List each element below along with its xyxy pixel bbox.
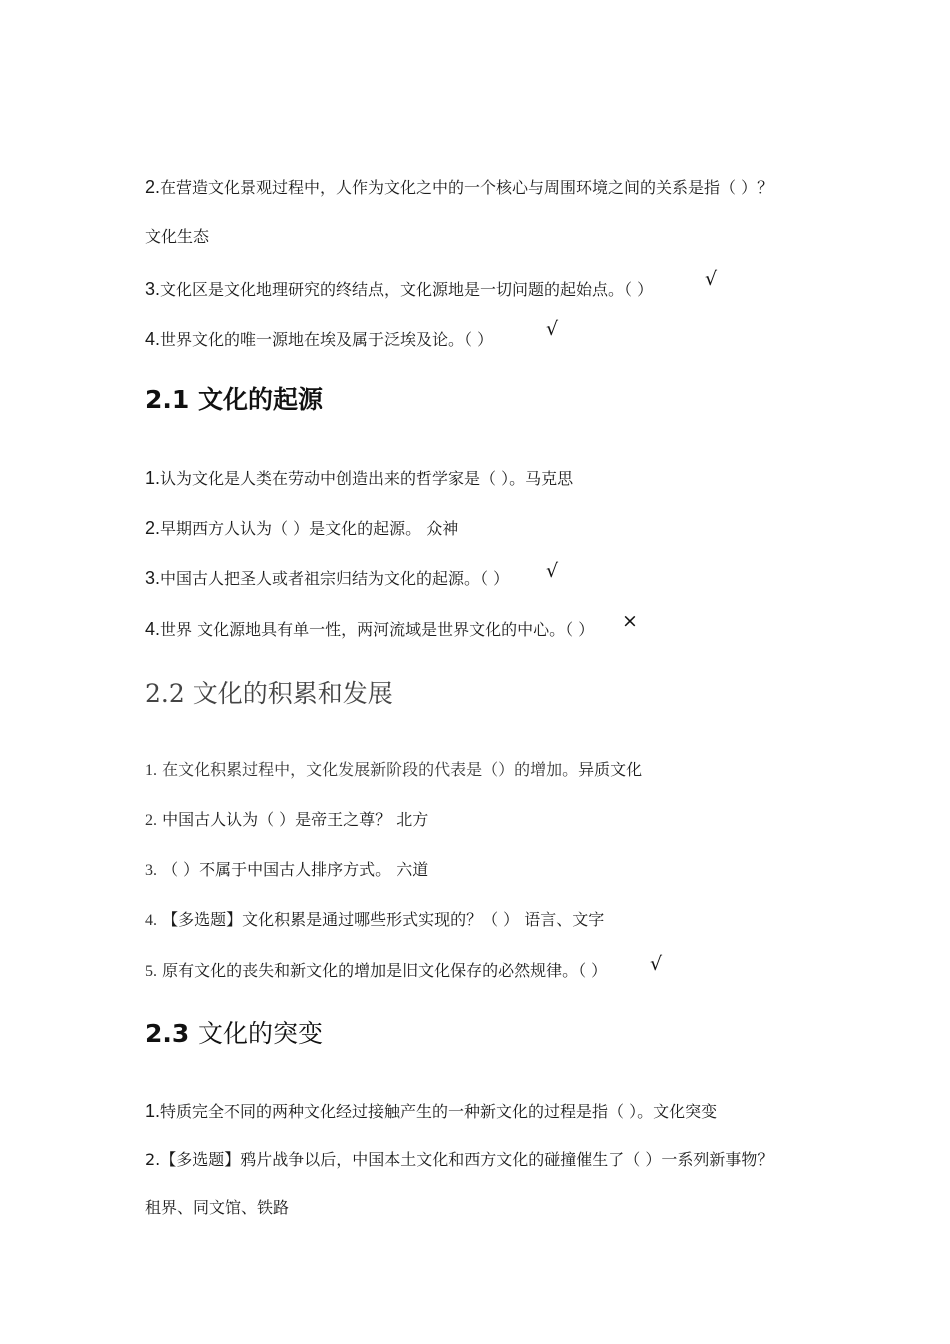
question-number: 2.	[145, 518, 161, 538]
question-2-1-1	[145, 469, 573, 487]
answer-intro-2: 文化生态	[145, 227, 210, 246]
question-2-2-3	[145, 862, 428, 879]
question-text: 文化区是文化地理研究的终结点，文化源地是一切问题的起始点。（ ）	[160, 280, 654, 299]
question-text: 中国古人把圣人或者祖宗归结为文化的起源。（ ）	[160, 569, 510, 588]
question-text: 早期西方人认为（ ）是文化的起源。 众神	[160, 519, 459, 538]
question-number: 2.	[145, 812, 157, 829]
question-number: 1.	[145, 762, 157, 779]
question-text: 【多选题】文化积累是通过哪些形式实现的？（ ） 语言、文字	[162, 910, 605, 929]
check-mark: √	[546, 560, 559, 582]
question-text: 世界 文化源地具有单一性，两河流域是世界文化的中心。（ ）	[160, 620, 595, 639]
check-mark: √	[705, 268, 718, 290]
question-number: 3.	[145, 568, 161, 588]
question-text: 原有文化的丧失和新文化的增加是旧文化保存的必然规律。（ ）	[162, 961, 608, 980]
question-text: （ ）不属于中国古人排序方式。 六道	[162, 860, 429, 879]
question-text: 在文化积累过程中，文化发展新阶段的代表是（）的增加。	[162, 762, 579, 779]
question-text: 认为文化是人类在劳动中创造出来的哲学家是（ ）。马克思	[160, 469, 574, 488]
section-heading-2-3	[145, 1021, 323, 1046]
section-heading-2-1: 2.1 文化的起源	[145, 385, 323, 414]
question-2-3-1	[145, 1102, 717, 1120]
question-2-1-3	[145, 569, 509, 587]
section-title: 文化的突变	[198, 1019, 324, 1048]
question-number: 5.	[145, 963, 157, 980]
section-heading-2-2: 2.2 文化的积累和发展	[145, 679, 393, 708]
question-2-2-4	[145, 912, 604, 929]
question-number: 4.	[145, 329, 161, 349]
question-number: 3.	[145, 279, 161, 299]
question-intro-4	[145, 330, 493, 348]
question-2-2-5	[145, 963, 607, 980]
question-2-1-4	[145, 620, 594, 638]
question-number: 4.	[145, 912, 157, 929]
question-2-1-2	[145, 519, 458, 537]
cross-mark: ×	[622, 610, 638, 632]
question-number: 4.	[145, 619, 161, 639]
check-mark: √	[650, 953, 663, 975]
question-number: 1.	[145, 468, 161, 488]
check-mark: √	[546, 318, 559, 340]
question-text: 在营造文化景观过程中，人作为文化之中的一个核心与周围环境之间的关系是指（ ）？	[160, 178, 774, 197]
answer-2-3-2: 租界、同文馆、铁路	[145, 1198, 290, 1217]
question-intro-2	[145, 178, 773, 196]
question-2-2-1	[145, 762, 642, 779]
question-text: 世界文化的唯一源地在埃及属于泛埃及论。（ ）	[160, 330, 494, 349]
question-text: 特质完全不同的两种文化经过接触产生的一种新文化的过程是指（ ）。文化突变	[160, 1102, 718, 1121]
question-number: 2.	[145, 177, 161, 197]
question-text: 【多选题】鸦片战争以后，中国本土文化和西方文化的碰撞催生了（ ）一系列新事物？	[160, 1150, 774, 1169]
question-2-2-2	[145, 812, 428, 829]
question-intro-3	[145, 280, 653, 298]
question-text: 中国古人认为（ ）是帝王之尊？ 北方	[162, 810, 429, 829]
answer-text: 异质文化	[578, 760, 643, 779]
question-number: 2.	[145, 1150, 161, 1169]
question-2-3-2	[145, 1152, 773, 1168]
question-number: 1.	[145, 1101, 161, 1121]
section-number: 2.3	[145, 1019, 190, 1048]
question-number: 3.	[145, 862, 157, 879]
